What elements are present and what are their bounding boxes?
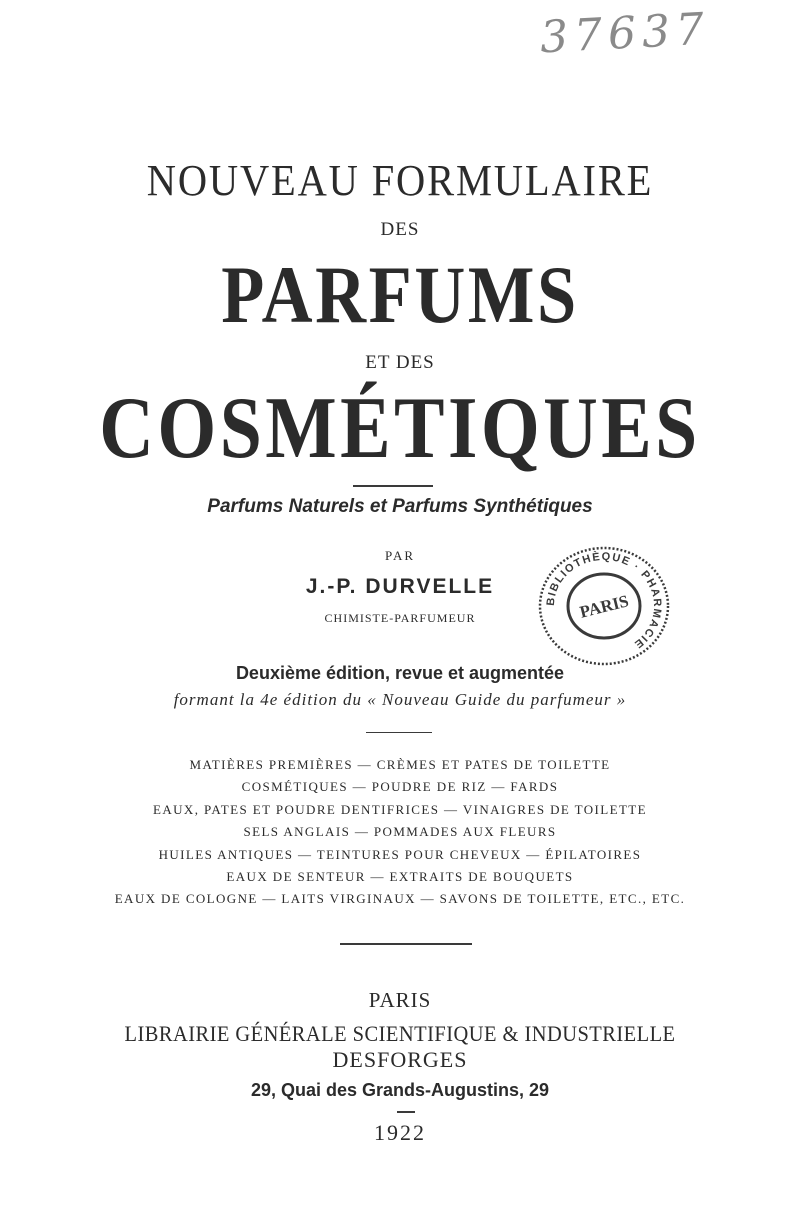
topics-list — [0, 754, 800, 911]
topic-line: EAUX DE COLOGNE — LAITS VIRGINAUX — SAVONS DE TOILETTE, ETC., ETC. — [114, 891, 686, 907]
topics-divider — [340, 943, 472, 945]
edition-line: Deuxième édition, revue et augmentée — [235, 663, 565, 683]
subtitle: Parfums Naturels et Parfums Synthétiques — [207, 496, 593, 517]
topic-line: COSMÉTIQUES — POUDRE DE RIZ — FARDS — [241, 779, 559, 795]
topic-line: EAUX, PATES ET POUDRE DENTIFRICES — VINAIGRES DE TOILETTE — [152, 801, 647, 817]
topic-line: EAUX DE SENTEUR — EXTRAITS DE BOUQUETS — [226, 869, 574, 885]
edition-divider — [366, 732, 432, 733]
title-line-3: COSMÉTIQUES — [99, 380, 701, 477]
title-divider — [353, 485, 433, 487]
title-connector-et-des: ET DES — [365, 352, 435, 373]
edition-note: formant la 4e édition du « Nouveau Guide du parfumeur » — [173, 690, 627, 709]
stamp-center-text: PARIS — [577, 591, 631, 622]
year-divider — [397, 1111, 415, 1113]
title-line-1: NOUVEAU FORMULAIRE — [146, 156, 654, 205]
stamp-ring-text: BIBLIOTHÈQUE · PHARMACIE — [544, 550, 664, 651]
author-name: J.-P. DURVELLE — [305, 575, 495, 598]
imprint-year: 1922 — [374, 1120, 426, 1145]
title-connector-des: DES — [380, 219, 420, 240]
title-line-2: PARFUMS — [221, 249, 579, 340]
author-role: CHIMISTE-PARFUMEUR — [324, 611, 476, 625]
by-label: PAR — [384, 548, 416, 563]
imprint-address: 29, Quai des Grands-Augustins, 29 — [250, 1080, 550, 1100]
handwritten-shelfmark: 37637 — [538, 3, 712, 64]
library-stamp — [535, 544, 673, 668]
topic-line: SELS ANGLAIS — POMMADES AUX FLEURS — [243, 824, 557, 840]
topic-line: HUILES ANTIQUES — TEINTURES POUR CHEVEUX — ÉPILATOIRES — [158, 846, 642, 862]
imprint-city: PARIS — [368, 988, 432, 1012]
imprint-publisher: LIBRAIRIE GÉNÉRALE SCIENTIFIQUE & INDUSTRIELLE — [124, 1021, 676, 1046]
imprint-publisher-name: DESFORGES — [332, 1047, 468, 1072]
topic-line: MATIÈRES PREMIÈRES — CRÈMES ET PATES DE TOILETTE — [189, 757, 611, 772]
